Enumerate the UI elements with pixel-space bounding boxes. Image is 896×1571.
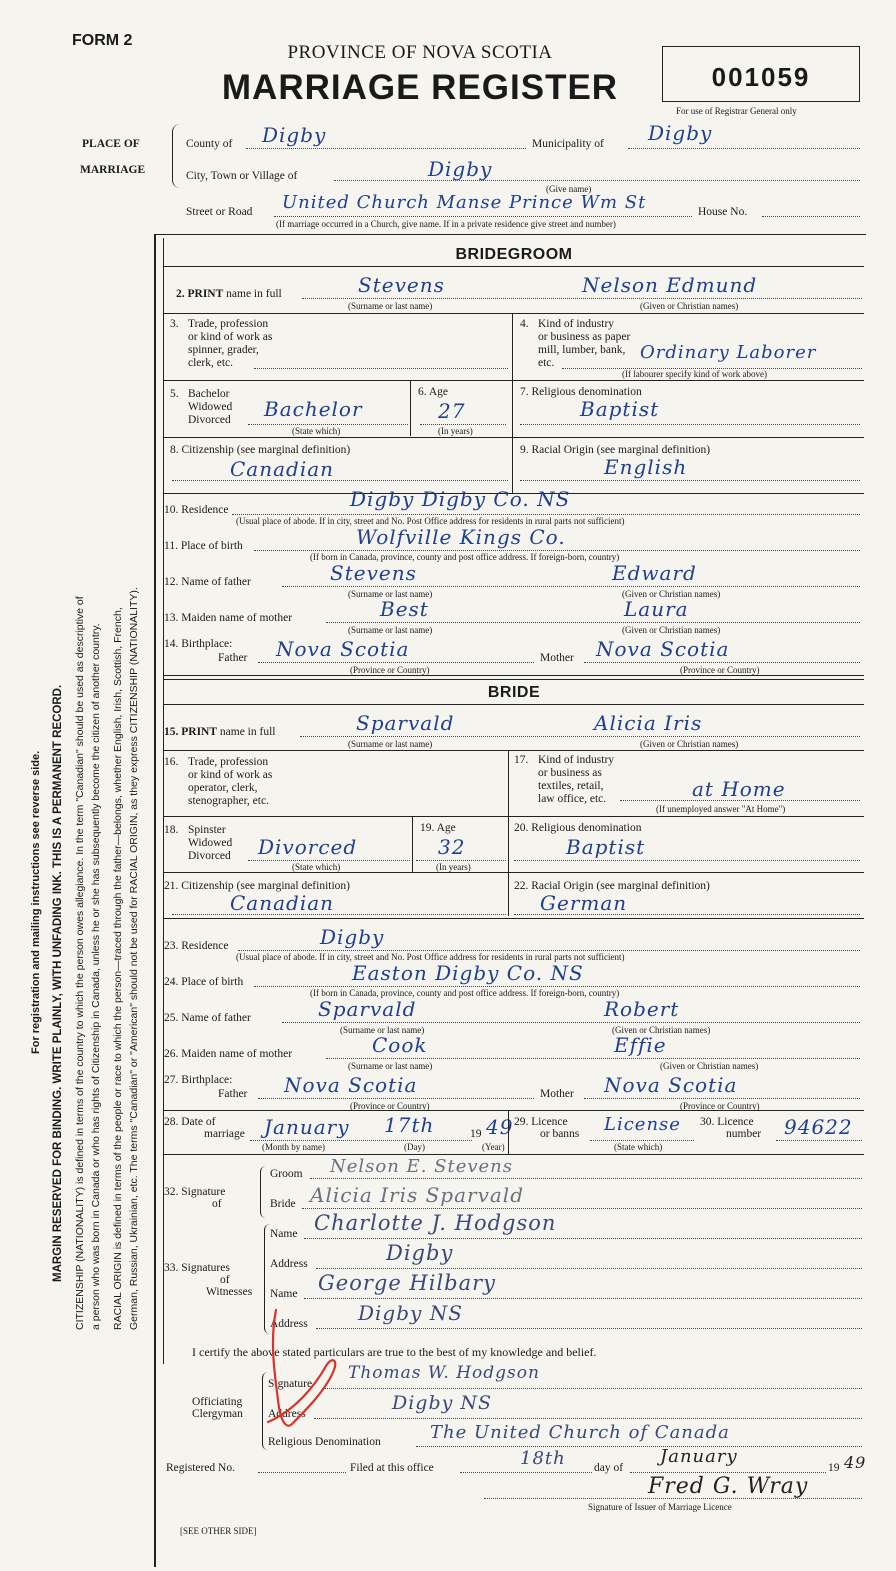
groom-age: 27 bbox=[438, 399, 466, 423]
groom-industry: Ordinary Laborer bbox=[640, 342, 817, 363]
witness1-name: Charlotte J. Hodgson bbox=[314, 1211, 557, 1235]
field-5-label: 5. Bachelor Widowed Divorced bbox=[170, 388, 233, 426]
register-number-caption: For use of Registrar General only bbox=[676, 106, 797, 116]
issuer-caption: Signature of Issuer of Marriage Licence bbox=[588, 1502, 732, 1512]
field-25-label: 25. Name of father bbox=[164, 1012, 251, 1024]
witness2-address-label: Address bbox=[270, 1318, 308, 1330]
field-8-label: 8. Citizenship (see marginal definition) bbox=[170, 444, 351, 456]
field-33-label: 33. Signatures of Witnesses bbox=[164, 1262, 253, 1298]
bride-mother-birthplace: Nova Scotia bbox=[604, 1073, 738, 1097]
witness1-address-label: Address bbox=[270, 1258, 308, 1270]
field-23-label: 23. Residence bbox=[164, 940, 229, 952]
margin-line-5: RACIAL ORIGIN is defined in terms of the people or race to which the person—traced through the father—belongs, whether English, Irish, Scottish, French, bbox=[112, 607, 124, 1330]
groom-father-surname-caption: (Surname or last name) bbox=[348, 589, 433, 599]
bride-signature: Alicia Iris Sparvald bbox=[310, 1183, 525, 1207]
street-caption: (If marriage occurred in a Church, give name. If in a private residence give street and number) bbox=[276, 219, 616, 229]
bride-surname: Sparvald bbox=[356, 711, 455, 735]
groom-residence: Digby Digby Co. NS bbox=[350, 487, 571, 511]
field-14-mother-label: Mother bbox=[540, 652, 574, 664]
field-7-label: 7. Religious denomination bbox=[520, 386, 642, 398]
groom-citizenship: Canadian bbox=[230, 457, 335, 481]
see-other-side: [SEE OTHER SIDE] bbox=[180, 1526, 257, 1536]
bride-citizenship: Canadian bbox=[230, 891, 335, 915]
clergy-signature: Thomas W. Hodgson bbox=[348, 1363, 540, 1383]
field-13-label: 13. Maiden name of mother bbox=[164, 612, 293, 624]
witness2-name-label: Name bbox=[270, 1288, 298, 1300]
groom-status-caption: (State which) bbox=[292, 426, 341, 436]
field-17-label: 17. Kind of industry or business as textiles, retail, law office, etc. bbox=[514, 754, 615, 805]
bride-industry: at Home bbox=[692, 777, 786, 801]
bride-age-caption: (In years) bbox=[436, 862, 471, 872]
witness2-address: Digby NS bbox=[358, 1301, 463, 1325]
bride-surname-caption: (Surname or last name) bbox=[348, 739, 433, 749]
street-label: Street or Road bbox=[186, 206, 253, 218]
page-title: MARRIAGE REGISTER bbox=[221, 68, 619, 107]
county-label: County of bbox=[186, 138, 233, 150]
bride-father-surname-caption: (Surname or last name) bbox=[340, 1025, 425, 1035]
bride-heading: BRIDE bbox=[487, 684, 541, 701]
field-27-father-label: Father bbox=[218, 1088, 248, 1100]
groom-father-surname: Stevens bbox=[330, 561, 417, 585]
filed-month: January bbox=[660, 1446, 738, 1467]
margin-line-3: CITIZENSHIP (NATIONALITY) is defined in terms of the country to which the person owes allegiance. In the term "Canadian" should be used as descriptive of bbox=[74, 596, 86, 1330]
bride-given-caption: (Given or Christian names) bbox=[640, 739, 739, 749]
bride-father-birthplace: Nova Scotia bbox=[284, 1073, 418, 1097]
bride-residence-caption: (Usual place of abode. If in city, street and No. Post Office address for residents in rural parts not sufficient) bbox=[236, 952, 625, 962]
bride-father-given-caption: (Given or Christian names) bbox=[612, 1025, 711, 1035]
groom-birthplace-caption: (If born in Canada, province, county and post office address. If foreign-born, country) bbox=[310, 552, 620, 562]
place-brace bbox=[172, 124, 181, 188]
groom-birthplace: Wolfville Kings Co. bbox=[356, 525, 566, 549]
groom-father-given: Edward bbox=[612, 561, 697, 585]
field-15-label: 15. PRINT name in full bbox=[164, 726, 276, 738]
licence-state-caption: (State which) bbox=[614, 1142, 663, 1152]
bride-birthplace: Easton Digby Co. NS bbox=[352, 961, 584, 985]
field-12-label: 12. Name of father bbox=[164, 576, 251, 588]
register-number: 001059 bbox=[711, 62, 811, 92]
field-11-label: 11. Place of birth bbox=[164, 540, 243, 552]
street-value: United Church Manse Prince Wm St bbox=[282, 192, 647, 213]
field-22-label: 22. Racial Origin (see marginal definition) bbox=[514, 880, 710, 892]
margin-line-6: German, Russian, Ukrainian, etc. The terms "Canadian" or "American" should not be used for RACIAL ORIGIN, as they express CITIZENSHIP (NATIONALITY). bbox=[128, 587, 140, 1330]
witness1-name-label: Name bbox=[270, 1228, 298, 1240]
groom-mother-given-caption: (Given or Christian names) bbox=[622, 625, 721, 635]
clergy-denomination: The United Church of Canada bbox=[430, 1422, 730, 1443]
licence-or-banns: License bbox=[604, 1114, 681, 1135]
groom-racial: English bbox=[604, 455, 688, 479]
field-18-label: 18. Spinster Widowed Divorced bbox=[164, 824, 233, 862]
house-label: House No. bbox=[698, 206, 748, 218]
groom-father-bp-caption: (Province or Country) bbox=[350, 665, 430, 675]
marriage-day-caption: (Day) bbox=[404, 1142, 425, 1152]
field-14-label: 14. Birthplace: bbox=[164, 638, 233, 650]
field-20-label: 20. Religious denomination bbox=[514, 822, 642, 834]
denomination-label: Religious Denomination bbox=[268, 1436, 381, 1448]
bride-industry-caption: (If unemployed answer "At Home") bbox=[656, 804, 786, 814]
form-number: FORM 2 bbox=[72, 32, 133, 49]
field-6-label: 6. Age bbox=[418, 386, 449, 398]
groom-residence-caption: (Usual place of abode. If in city, street and No. Post Office address for residents in rural parts not sufficient) bbox=[236, 516, 625, 526]
field-32-label: 32. Signature of bbox=[164, 1186, 226, 1210]
certify-statement: I certify the above stated particulars are true to the best of my knowledge and belief. bbox=[192, 1345, 597, 1359]
groom-sig-label: Groom bbox=[270, 1168, 303, 1180]
clergy-address-label: Address bbox=[268, 1408, 306, 1420]
groom-surname-caption: (Surname or last name) bbox=[348, 301, 433, 311]
witness1-address: Digby bbox=[386, 1241, 454, 1265]
groom-status: Bachelor bbox=[264, 397, 363, 421]
red-check-mark-icon bbox=[256, 1300, 346, 1440]
bridegroom-heading: BRIDEGROOM bbox=[455, 246, 573, 263]
groom-signature: Nelson E. Stevens bbox=[330, 1156, 513, 1177]
bride-residence: Digby bbox=[320, 925, 385, 949]
bride-father-bp-caption: (Province or Country) bbox=[350, 1101, 430, 1111]
field-27-mother-label: Mother bbox=[540, 1088, 574, 1100]
officiating-label: Officiating Clergyman bbox=[192, 1396, 243, 1420]
city-label: City, Town or Village of bbox=[186, 170, 298, 182]
margin-line-4: a person who was born in Canada or who has rights of Citizenship in Canada, unless he or she has subsequently become the citizen of another country. bbox=[90, 623, 102, 1330]
filed-day: 18th bbox=[520, 1448, 566, 1469]
bride-father-surname: Sparvald bbox=[318, 997, 417, 1021]
bride-mother-surname: Cook bbox=[372, 1033, 428, 1057]
field-24-label: 24. Place of birth bbox=[164, 976, 244, 988]
bride-father-given: Robert bbox=[604, 997, 680, 1021]
county-value: Digby bbox=[262, 123, 327, 147]
filed-label: Filed at this office bbox=[350, 1462, 434, 1474]
groom-religion: Baptist bbox=[580, 397, 660, 421]
filed-year-prefix: 19 bbox=[828, 1462, 840, 1474]
marriage-year: 49 bbox=[486, 1115, 514, 1139]
groom-given: Nelson Edmund bbox=[582, 273, 758, 297]
municipality-label: Municipality of bbox=[532, 138, 604, 150]
bride-mother-given-caption: (Given or Christian names) bbox=[660, 1061, 759, 1071]
city-value: Digby bbox=[428, 157, 493, 181]
clergy-signature-label: Signature bbox=[268, 1378, 313, 1390]
groom-mother-surname-caption: (Surname or last name) bbox=[348, 625, 433, 635]
signature-brace-1 bbox=[260, 1166, 267, 1218]
groom-mother-given: Laura bbox=[624, 597, 689, 621]
field-16-label: 16. Trade, profession or kind of work as operator, clerk, stenographer, etc. bbox=[164, 756, 273, 807]
marriage-year-prefix: 19 bbox=[470, 1128, 482, 1140]
field-29-label: 29. Licence or banns bbox=[514, 1116, 580, 1140]
groom-father-birthplace: Nova Scotia bbox=[276, 637, 410, 661]
bride-mother-surname-caption: (Surname or last name) bbox=[348, 1061, 433, 1071]
place-label-1: PLACE OF bbox=[82, 138, 140, 150]
field-27-label: 27. Birthplace: bbox=[164, 1074, 233, 1086]
field-3-label: 3. Trade, profession or kind of work as spinner, grader, clerk, etc. bbox=[170, 318, 273, 369]
marriage-day: 17th bbox=[384, 1113, 435, 1137]
witness2-name: George Hilbary bbox=[318, 1271, 497, 1295]
clergy-address: Digby NS bbox=[392, 1392, 493, 1414]
bride-status: Divorced bbox=[258, 835, 358, 859]
groom-industry-caption: (If labourer specify kind of work above) bbox=[622, 369, 767, 379]
province-heading: PROVINCE OF NOVA SCOTIA bbox=[287, 42, 553, 63]
field-30-label: 30. Licence number bbox=[700, 1116, 762, 1140]
field-21-label: 21. Citizenship (see marginal definition) bbox=[164, 880, 350, 892]
field-9-label: 9. Racial Origin (see marginal definition) bbox=[520, 444, 711, 456]
field-28-label: 28. Date of marriage bbox=[164, 1116, 245, 1140]
licence-number: 94622 bbox=[784, 1115, 853, 1139]
day-of-label: day of bbox=[594, 1462, 624, 1474]
groom-surname: Stevens bbox=[358, 273, 445, 297]
groom-mother-birthplace: Nova Scotia bbox=[596, 637, 730, 661]
municipality-value: Digby bbox=[648, 121, 713, 145]
bride-mother-bp-caption: (Province or Country) bbox=[680, 1101, 760, 1111]
groom-father-given-caption: (Given or Christian names) bbox=[622, 589, 721, 599]
city-caption: (Give name) bbox=[546, 184, 592, 194]
bride-birthplace-caption: (If born in Canada, province, county and post office address. If foreign-born, country) bbox=[310, 988, 620, 998]
field-2-label: 2. PRINT name in full bbox=[176, 288, 282, 300]
groom-age-caption: (In years) bbox=[438, 426, 473, 436]
groom-mother-surname: Best bbox=[380, 597, 429, 621]
field-10-label: 10. Residence bbox=[164, 504, 229, 516]
registered-no-label: Registered No. bbox=[166, 1462, 235, 1474]
field-4-label: 4. Kind of industry or business as paper mill, lumber, bank, etc. bbox=[520, 318, 631, 369]
place-label-2: MARRIAGE bbox=[80, 164, 146, 176]
bride-age: 32 bbox=[438, 835, 466, 859]
marriage-month-caption: (Month by name) bbox=[262, 1142, 325, 1152]
groom-mother-bp-caption: (Province or Country) bbox=[680, 665, 760, 675]
bride-sig-label: Bride bbox=[270, 1198, 296, 1210]
field-26-label: 26. Maiden name of mother bbox=[164, 1048, 293, 1060]
marriage-month: January bbox=[264, 1115, 350, 1139]
bride-racial: German bbox=[540, 891, 628, 915]
margin-line-2: MARGIN RESERVED FOR BINDING. WRITE PLAINLY, WITH UNFADING INK. THIS IS A PERMANENT RECORD. bbox=[52, 684, 64, 1282]
issuer-signature: Fred G. Wray bbox=[648, 1474, 809, 1499]
margin-line-1: For registration and mailing instructions see reverse side. bbox=[30, 750, 42, 1054]
bride-religion: Baptist bbox=[566, 835, 646, 859]
marriage-year-caption: (Year) bbox=[482, 1142, 505, 1152]
bride-mother-given: Effie bbox=[614, 1033, 667, 1057]
field-19-label: 19. Age bbox=[420, 822, 456, 834]
groom-given-caption: (Given or Christian names) bbox=[640, 301, 739, 311]
filed-year: 49 bbox=[844, 1453, 867, 1472]
field-14-father-label: Father bbox=[218, 652, 248, 664]
bride-status-caption: (State which) bbox=[292, 862, 341, 872]
bride-given: Alicia Iris bbox=[594, 711, 703, 735]
